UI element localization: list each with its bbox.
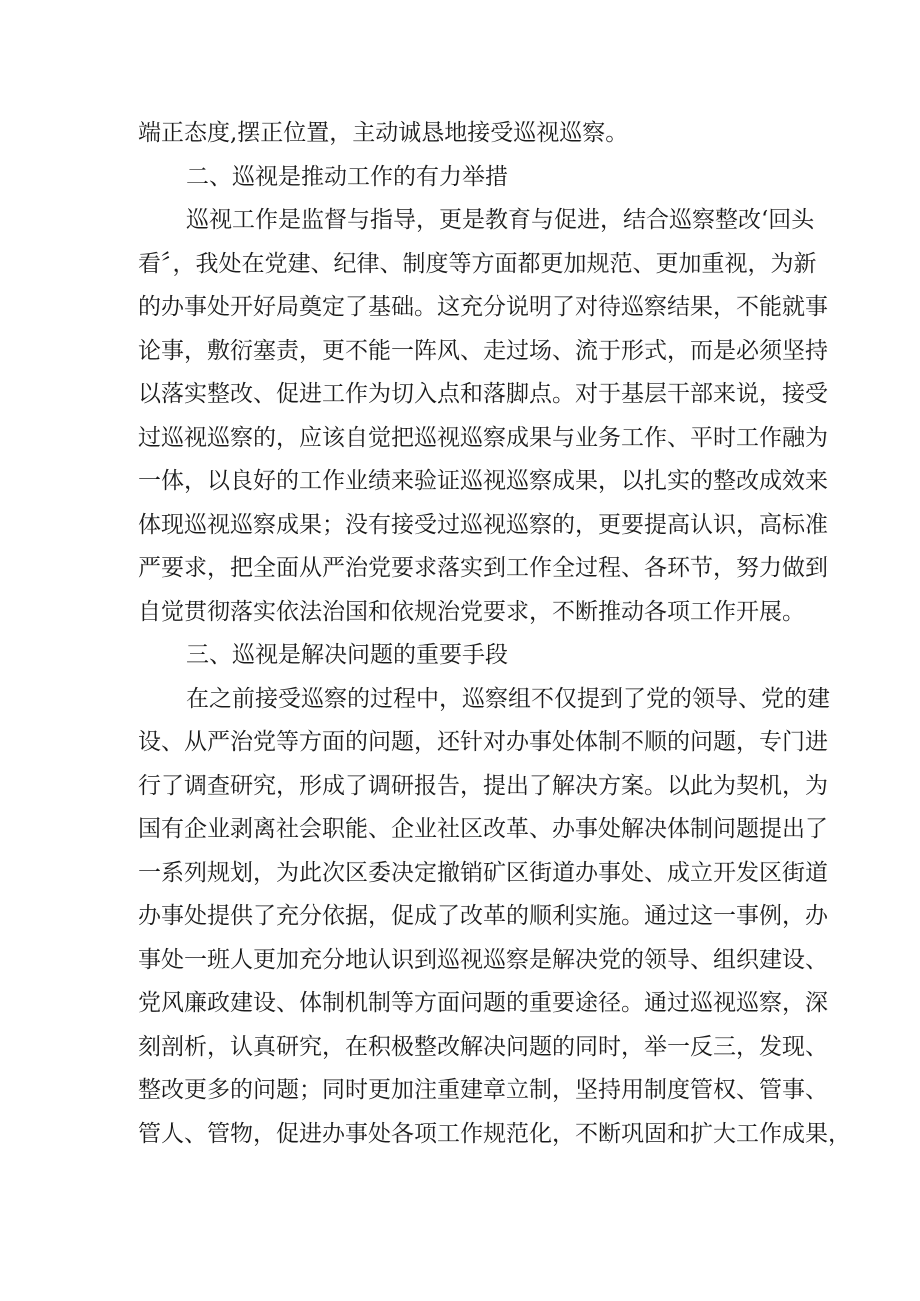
paragraph-line: 在之前接受巡察的过程中，巡察组不仅提到了党的领导、党的建 xyxy=(186,685,830,712)
paragraph-line: 体现巡视巡察成果；没有接受过巡视巡察的，更要提高认识，高标准 xyxy=(138,511,828,538)
paragraph-line: 端正态度,摆正位置，主动诚恳地接受巡视巡察。 xyxy=(138,120,629,146)
paragraph-line: 的办事处开好局奠定了基础。这充分说明了对待巡察结果，不能就事 xyxy=(138,294,828,320)
paragraph-line: 一体，以良好的工作业绩来验证巡视巡察成果，以扎实的整改成效来 xyxy=(138,468,828,494)
paragraph-line: 设、从严治党等方面的问题，还针对办事处体制不顺的问题，专门进 xyxy=(138,729,828,755)
paragraph-line: 自觉贯彻落实依法治国和依规治党要求，不断推动各项工作开展。 xyxy=(138,598,805,625)
paragraph-line: 严要求，把全面从严治党要求落实到工作全过程、各环节，努力做到 xyxy=(138,555,828,581)
paragraph-line: 行了调查研究，形成了调研报告，提出了解决方案。以此为契机，为 xyxy=(138,772,828,799)
paragraph-line: 论事，敷衍塞责，更不能一阵风、走过场、流于形式，而是必须坚持 xyxy=(138,337,828,364)
section-heading: 三、巡视是解决问题的重要手段 xyxy=(186,642,508,668)
paragraph-line: 国有企业剥离社会职能、企业社区改革、办事处解决体制问题提出了 xyxy=(138,816,828,842)
paragraph-line: 过巡视巡察的，应该自觉把巡视巡察成果与业务工作、平时工作融为 xyxy=(138,424,828,451)
document-body xyxy=(138,112,851,1156)
paragraph-line: 管人、管物，促进办事处各项工作规范化，不断巩固和扩大工作成果， xyxy=(138,1120,851,1147)
paragraph-line: 办事处提供了充分依据，促成了改革的顺利实施。通过这一事例，办 xyxy=(138,903,828,929)
section-heading: 二、巡视是推动工作的有力举措 xyxy=(186,163,508,190)
paragraph-line: 巡视工作是监督与指导，更是教育与促进，结合巡察整改‘回头 xyxy=(186,207,815,233)
paragraph-line: 刻剖析，认真研究，在积极整改解决问题的同时，举一反三，发现、 xyxy=(138,1033,828,1060)
paragraph-line: 党风廉政建设、体制机制等方面问题的重要途径。通过巡视巡察，深 xyxy=(138,990,828,1016)
paragraph-line: 事处一班人更加充分地认识到巡视巡察是解决党的领导、组织建设、 xyxy=(138,946,828,973)
paragraph-line: 整改更多的问题；同时更加注重建章立制，坚持用制度管权、管事、 xyxy=(138,1077,828,1103)
paragraph-line: 看〞，我处在党建、纪律、制度等方面都更加规范、更加重视，为新 xyxy=(138,250,817,277)
paragraph-line: 一系列规划，为此次区委决定撤销矿区街道办事处、成立开发区街道 xyxy=(138,859,828,886)
paragraph-line: 以落实整改、促进工作为切入点和落脚点。对于基层干部来说，接受 xyxy=(138,381,828,407)
